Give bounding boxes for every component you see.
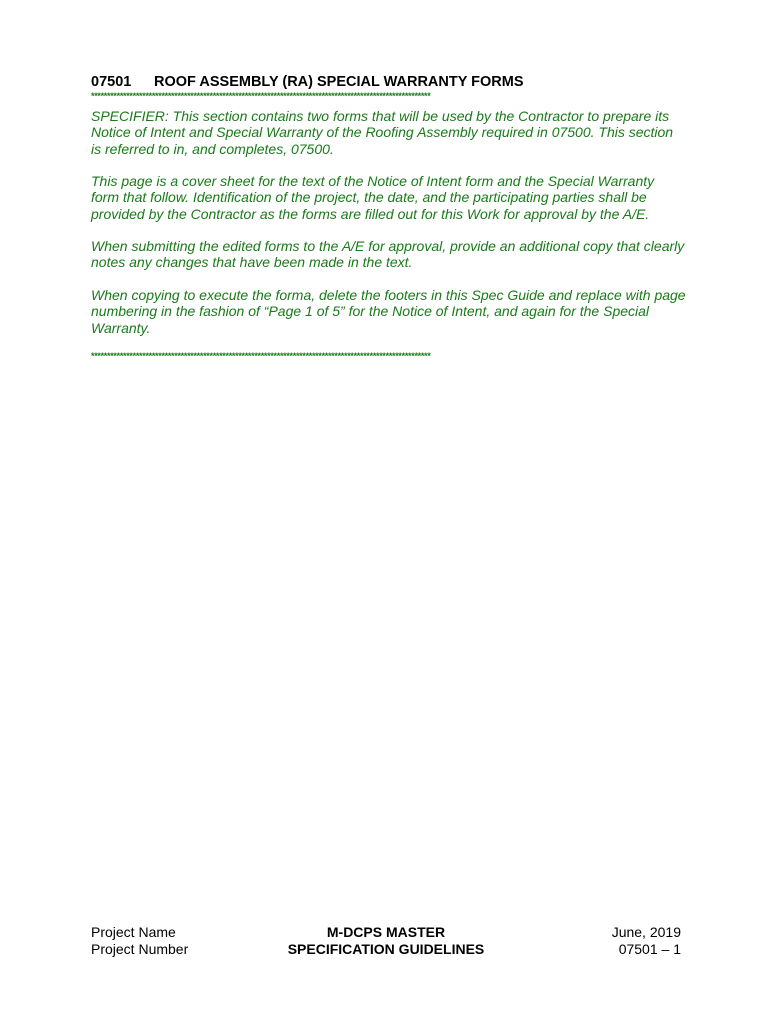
specifier-note-3: When submitting the edited forms to the A/E for approval, provide an additional copy that clearly notes any changes that have been made in the text.	[91, 238, 685, 271]
specifier-note-1	[91, 108, 686, 157]
page-number: 07501 – 1	[618, 941, 681, 957]
specifier-separator-bottom: **********************************************************************************************************	[91, 351, 431, 361]
footer-guidelines-label: SPECIFICATION GUIDELINES	[287, 941, 485, 957]
project-name: Project Name	[91, 924, 176, 940]
specifier-note-4: When copying to execute the forma, delete the footers in this Spec Guide and replace with page numbering in the fashion of “Page 1 of 5” for the Notice of Intent, and again for the Special Warranty.	[91, 287, 686, 336]
footer-master-label: M-DCPS MASTER	[326, 924, 446, 940]
specifier-note-1-text: This section contains two forms that will be used by the Contractor to prepare its Notice of Intent and Special Warranty of the Roofing Assembly required in 07500. This section is referred to in, and completes, 07500.	[91, 108, 674, 157]
specifier-separator-top: **********************************************************************************************************	[91, 91, 431, 101]
section-title: ROOF ASSEMBLY (RA) SPECIAL WARRANTY FORMS	[154, 74, 524, 90]
section-number: 07501	[91, 74, 132, 90]
footer-right	[612, 924, 681, 958]
footer-center	[91, 924, 681, 958]
specifier-note-2: This page is a cover sheet for the text of the Notice of Intent form and the Special Warranty form that follow. Identification of the project, the date, and the participating parties shall be provided by the Contractor as the forms are filled out for this Work for approval by the A/E.	[91, 173, 655, 222]
footer-date: June, 2019	[611, 924, 681, 940]
project-number: Project Number	[91, 941, 189, 957]
section-heading	[91, 74, 524, 90]
specifier-label: SPECIFIER:	[91, 108, 169, 124]
